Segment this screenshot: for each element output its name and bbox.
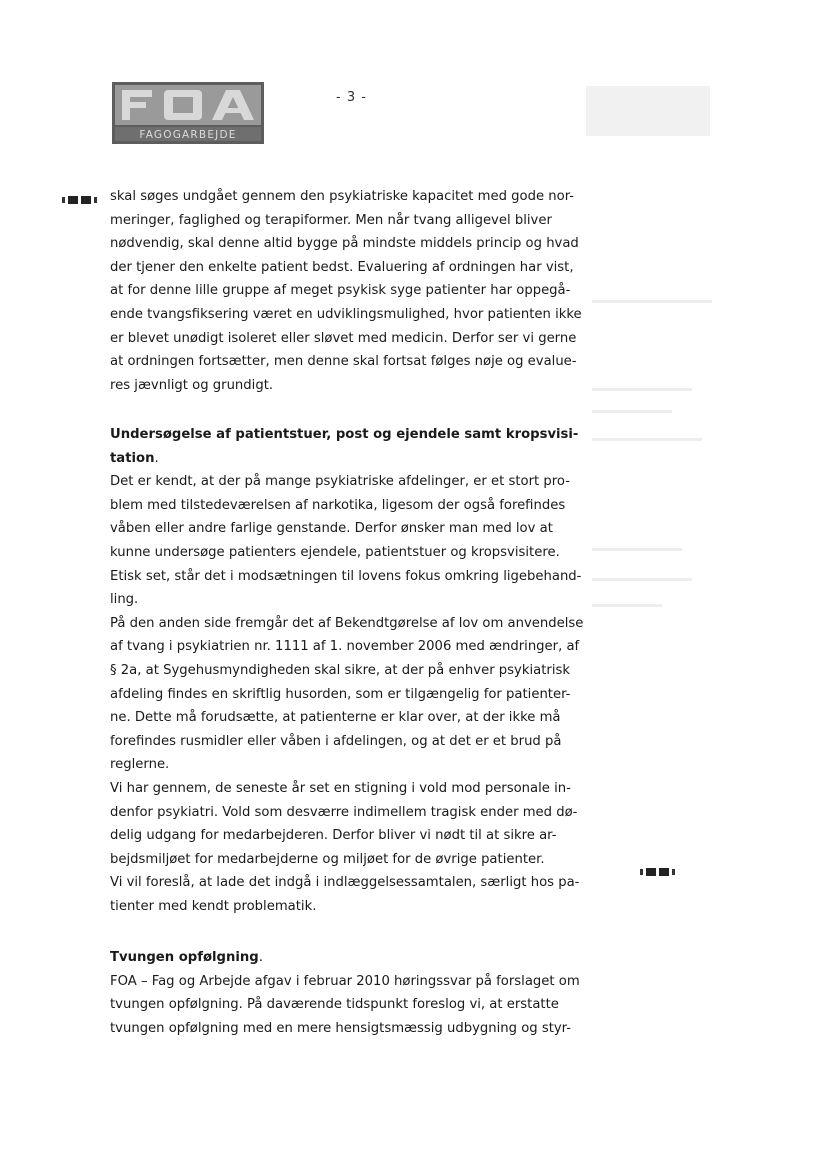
section-heading: Undersøgelse af patientstuer, post og ejendele samt kropsvisi-	[110, 427, 579, 442]
heading-period: .	[258, 950, 263, 965]
bleed-through-mark	[592, 438, 702, 441]
section-heading: Tvungen opfølgning	[110, 950, 259, 965]
text-line: reglerne.	[110, 757, 170, 773]
section-patient-search	[110, 423, 590, 918]
bleed-through-logo-graphic	[586, 86, 710, 136]
text-line: nødvendig, skal denne altid bygge på mindste middels princip og hvad	[110, 236, 579, 252]
text-line: På den anden side fremgår det af Bekendtgørelse af lov om anvendelse	[110, 615, 584, 631]
foa-logo	[112, 82, 264, 144]
bleed-through-mark	[592, 300, 712, 303]
text-line: ne. Dette må forudsætte, at patienterne er klar over, at der ikke må	[110, 710, 561, 726]
margin-mark-graphic	[62, 195, 100, 205]
text-line: Etisk set, står det i modsætningen til lovens fokus omkring ligebehand-	[110, 568, 582, 584]
section-heading-tail: tation	[110, 450, 155, 466]
text-line: afdeling findes en skriftlig husorden, som er tilgængelig for patienter-	[110, 686, 571, 702]
section-heading-row	[110, 946, 590, 970]
text-line: af tvang i psykiatrien nr. 1111 af 1. november 2006 med ændringer, af	[110, 639, 580, 655]
bleed-through-mark	[592, 388, 692, 391]
bleed-through-logo	[586, 86, 710, 136]
section-forced-followup	[110, 946, 590, 1040]
margin-mark-icon	[640, 862, 678, 872]
text-line: at for denne lille gruppe af meget psykisk syge patienter har oppegå-	[110, 283, 571, 299]
heading-period: .	[154, 450, 159, 466]
text-line: at ordningen fortsætter, men denne skal fortsat følges nøje og evalue-	[110, 354, 577, 370]
bleed-through-mark	[592, 578, 692, 581]
foa-logo-graphic	[112, 82, 264, 144]
text-line: der tjener den enkelte patient bedst. Evaluering af ordningen har vist,	[110, 259, 574, 275]
text-line: blem med tilstedeværelsen af narkotika, ligesom der også forefindes	[110, 497, 566, 513]
text-line: ling.	[110, 592, 139, 608]
text-line: kunne undersøge patienters ejendele, patientstuer og kropsvisitere.	[110, 544, 560, 560]
text-line: meringer, faglighed og terapiformer. Men når tvang alligevel bliver	[110, 212, 552, 228]
page-number: - 3 -	[336, 90, 367, 105]
text-line: bejdsmiljøet for medarbejderne og miljøet for de øvrige patienter.	[110, 851, 545, 867]
text-line: forefindes rusmidler eller våben i afdelingen, og at det er et brud på	[110, 733, 562, 749]
text-line: våben eller andre farlige genstande. Derfor ønsker man med lov at	[110, 521, 553, 537]
body-paragraph	[110, 185, 590, 397]
text-line: er blevet unødigt isoleret eller sløvet med medicin. Derfor ser vi gerne	[110, 330, 577, 346]
bleed-through-mark	[592, 410, 672, 413]
text-line: denfor psykiatri. Vold som desværre indimellem tragisk ender med dø-	[110, 804, 578, 820]
margin-mark-icon	[62, 190, 100, 200]
section-heading-continued	[110, 447, 590, 471]
margin-mark-graphic	[640, 867, 678, 877]
text-line: § 2a, at Sygehusmyndigheden skal sikre, at der på enhver psykiatrisk	[110, 662, 571, 678]
logo-subtext: FAGOGARBEJDE	[139, 129, 237, 141]
text-line: FOA – Fag og Arbejde afgav i februar 2010 høringssvar på forslaget om	[110, 973, 580, 989]
text-line: tienter med kendt problematik.	[110, 898, 317, 914]
text-line: Vi har gennem, de seneste år set en stigning i vold mod personale in-	[110, 780, 571, 796]
text-line: tvungen opfølgning med en mere hensigtsmæssig udbygning og styr-	[110, 1020, 572, 1036]
text-line: delig udgang for medarbejderen. Derfor bliver vi nødt til at sikre ar-	[110, 828, 557, 844]
bleed-through-mark	[592, 604, 662, 607]
text-line: skal søges undgået gennem den psykiatriske kapacitet med gode nor-	[110, 189, 575, 204]
text-line: tvungen opfølgning. På daværende tidspunkt foreslog vi, at erstatte	[110, 997, 559, 1013]
text-line: Det er kendt, at der på mange psykiatriske afdelinger, er et stort pro-	[110, 474, 570, 490]
bleed-through-mark	[592, 548, 682, 551]
text-line: Vi vil foreslå, at lade det indgå i indlæggelsessamtalen, særligt hos pa-	[110, 875, 580, 891]
text-line: res jævnligt og grundigt.	[110, 377, 274, 393]
text-line: ende tvangsfiksering været en udviklingsmulighed, hvor patienten ikke	[110, 306, 582, 322]
